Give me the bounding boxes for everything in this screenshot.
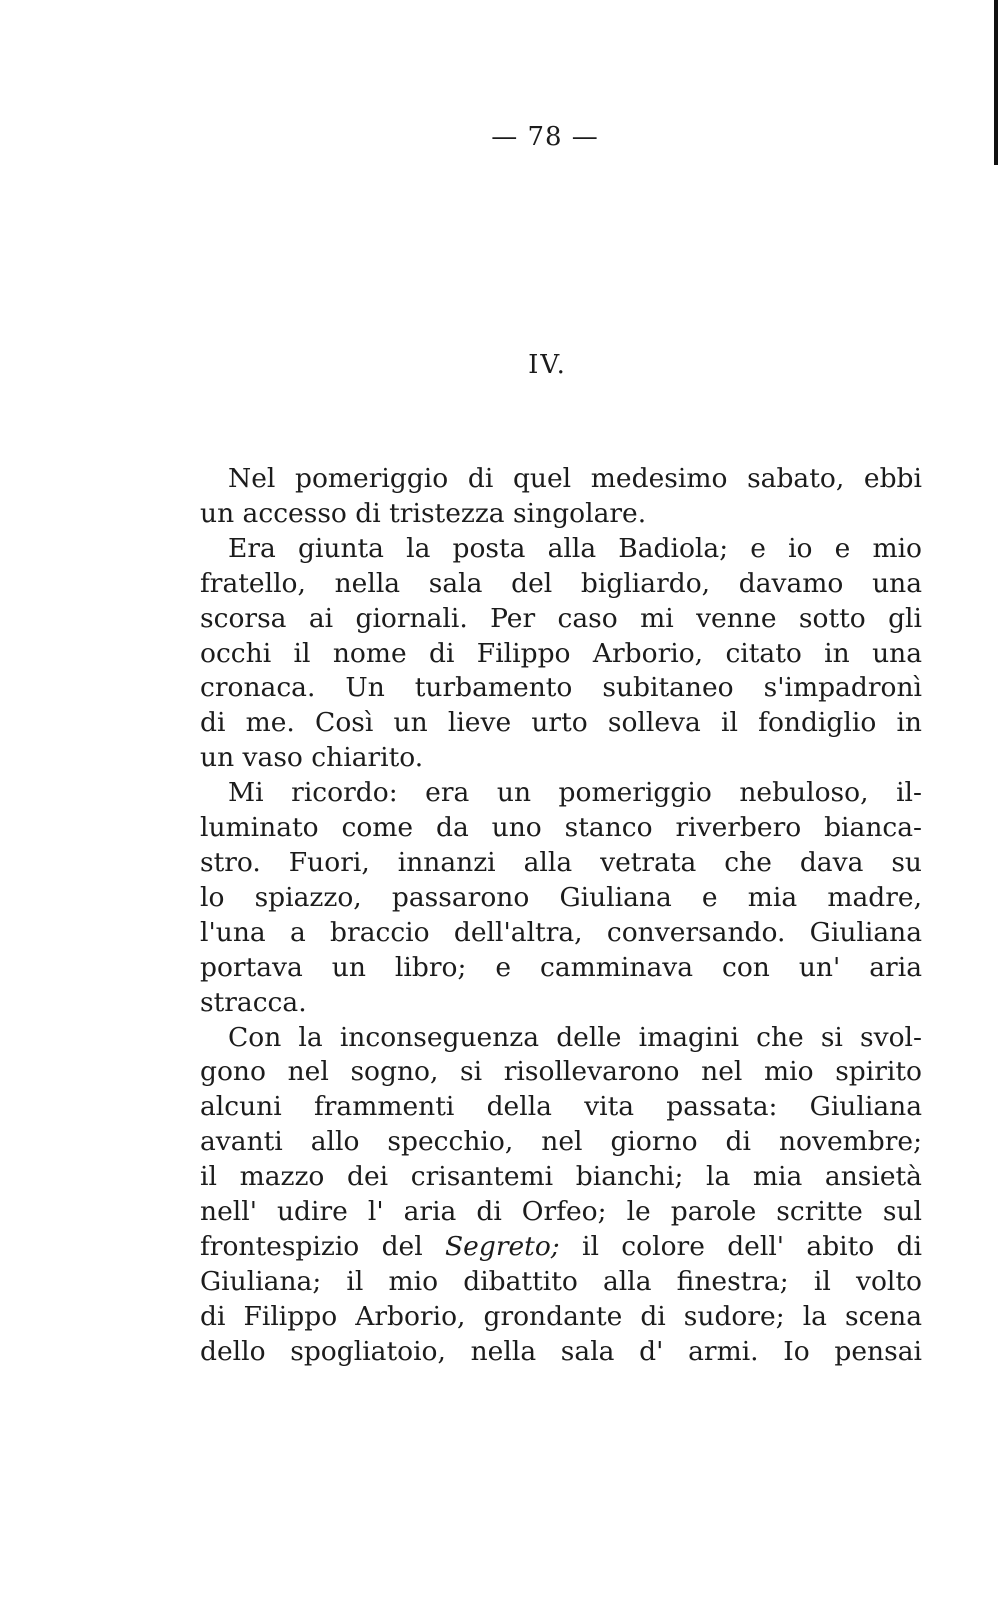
page-number: — 78 —: [491, 122, 599, 152]
text-line: [200, 1230, 922, 1265]
paragraph: [200, 532, 922, 776]
text-line: cronaca. Un turbamento subitaneo s'impadronì: [200, 672, 922, 704]
text-line: un accesso di tristezza singolare.: [200, 497, 647, 529]
text-line: portava un libro; e camminava con un' aria: [200, 951, 922, 983]
text-line: dello spogliatoio, nella sala d' armi. Io pensai: [200, 1335, 922, 1367]
text-line: scorsa ai giornali. Per caso mi venne sotto gli: [200, 602, 922, 634]
text-line: Mi ricordo: era un pomeriggio nebuloso, il-: [228, 777, 922, 809]
text-line: avanti allo specchio, nel giorno di novembre;: [200, 1126, 922, 1158]
book-title: Segreto;: [445, 1230, 560, 1262]
text-line: stro. Fuori, innanzi alla vetrata che dava su: [200, 846, 922, 878]
body-text: [200, 462, 922, 1370]
text-line: il mazzo dei crisantemi bianchi; la mia ansietà: [200, 1161, 922, 1193]
text-line: nell' udire l' aria di Orfeo; le parole scritte sul: [200, 1196, 922, 1228]
chapter-heading: IV.: [528, 350, 567, 380]
text-line: l'una a braccio dell'altra, conversando. Giuliana: [200, 916, 922, 948]
paragraph: [200, 1021, 922, 1370]
text-line: un vaso chiarito.: [200, 742, 424, 774]
text-line: di Filippo Arborio, grondante di sudore; la scena: [200, 1300, 922, 1332]
text-line: lo spiazzo, passarono Giuliana e mia madre,: [200, 881, 922, 913]
text-line: luminato come da uno stanco riverbero bianca-: [200, 812, 922, 844]
text-line: gono nel sogno, si risollevarono nel mio spirito: [200, 1056, 922, 1088]
text-line: di me. Così un lieve urto solleva il fondiglio in: [200, 707, 922, 739]
text-line: fratello, nella sala del bigliardo, davamo una: [200, 567, 922, 599]
text-line: alcuni frammenti della vita passata: Giuliana: [200, 1091, 922, 1123]
paragraph: [200, 462, 922, 532]
text-line: occhi il nome di Filippo Arborio, citato in una: [200, 637, 922, 669]
text-fragment: il colore dell' abito di: [559, 1230, 923, 1262]
text-line: Era giunta la posta alla Badiola; e io e mio: [228, 532, 922, 564]
text-line: stracca.: [200, 986, 307, 1018]
text-fragment: frontespizio del: [200, 1230, 446, 1262]
text-line: Con la inconseguenza delle imagini che si svol-: [228, 1021, 922, 1053]
paragraph: [200, 776, 922, 1020]
text-line: Nel pomeriggio di quel medesimo sabato, ebbi: [228, 463, 922, 494]
text-line: Giuliana; il mio dibattito alla finestra; il volto: [200, 1265, 922, 1297]
